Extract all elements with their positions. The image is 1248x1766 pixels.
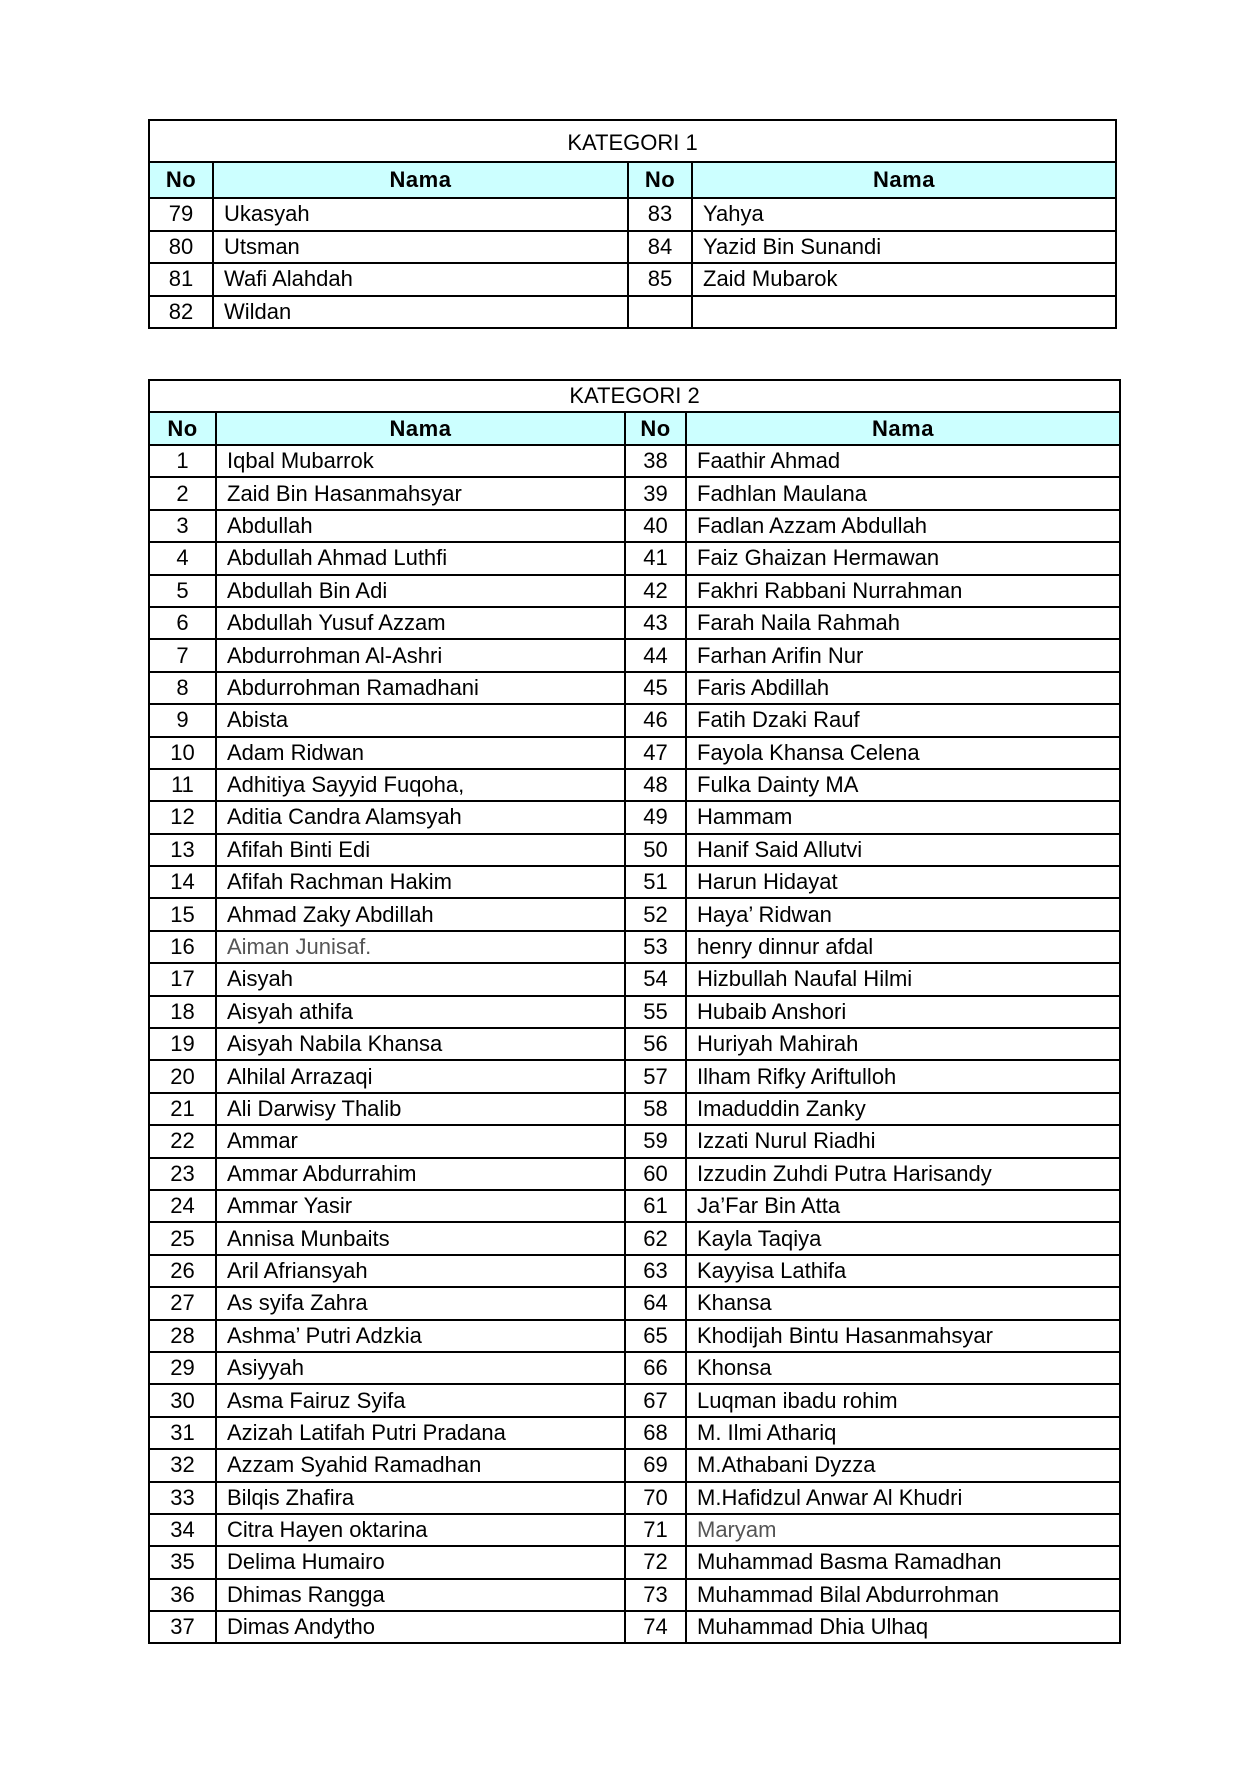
cell-no: 39 [625,477,686,509]
table-row [149,1546,1120,1578]
cell-nama: Khansa [686,1287,1120,1319]
cell-no: 10 [149,737,216,769]
cell-nama: Aril Afriansyah [216,1255,625,1287]
cell-nama: Fakhri Rabbani Nurrahman [686,575,1120,607]
cell-nama: Zaid Bin Hasanmahsyar [216,477,625,509]
cell-no: 83 [628,198,692,231]
cell-no: 72 [625,1546,686,1578]
cell-nama: Izzati Nurul Riadhi [686,1125,1120,1157]
cell-no: 81 [149,263,213,296]
cell-nama: Citra Hayen oktarina [216,1514,625,1546]
cell-no [628,296,692,329]
cell-nama: As syifa Zahra [216,1287,625,1319]
cell-no: 73 [625,1579,686,1611]
cell-no: 23 [149,1158,216,1190]
kategori-1-table [148,119,1117,329]
cell-nama: Khodijah Bintu Hasanmahsyar [686,1320,1120,1352]
table-title: KATEGORI 1 [149,120,1116,162]
cell-nama: Yahya [692,198,1116,231]
table-row [149,1125,1120,1157]
cell-no: 68 [625,1417,686,1449]
cell-nama: Aisyah Nabila Khansa [216,1028,625,1060]
cell-nama: Afifah Rachman Hakim [216,866,625,898]
cell-no: 58 [625,1093,686,1125]
cell-no: 36 [149,1579,216,1611]
table-row [149,1514,1120,1546]
cell-nama: Yazid Bin Sunandi [692,231,1116,264]
column-header-nama: Nama [216,412,625,445]
table-row [149,198,1116,231]
cell-no: 63 [625,1255,686,1287]
cell-no: 30 [149,1384,216,1416]
cell-nama: Muhammad Dhia Ulhaq [686,1611,1120,1643]
cell-no: 48 [625,769,686,801]
cell-no: 43 [625,607,686,639]
cell-nama: Ammar Abdurrahim [216,1158,625,1190]
cell-nama: Aisyah athifa [216,996,625,1028]
table-row [149,898,1120,930]
cell-nama: Khonsa [686,1352,1120,1384]
cell-no: 4 [149,542,216,574]
cell-no: 13 [149,834,216,866]
kategori-2-table [148,379,1121,1644]
cell-nama: Imaduddin Zanky [686,1093,1120,1125]
cell-nama: M.Hafidzul Anwar Al Khudri [686,1482,1120,1514]
cell-nama: Zaid Mubarok [692,263,1116,296]
cell-nama: Hammam [686,801,1120,833]
cell-no: 19 [149,1028,216,1060]
cell-nama: Hizbullah Naufal Hilmi [686,963,1120,995]
cell-no: 15 [149,898,216,930]
cell-no: 74 [625,1611,686,1643]
cell-nama: Kayyisa Lathifa [686,1255,1120,1287]
table-row [149,1482,1120,1514]
cell-nama: Dhimas Rangga [216,1579,625,1611]
cell-no: 38 [625,445,686,477]
cell-no: 2 [149,477,216,509]
cell-nama: Ammar Yasir [216,1190,625,1222]
table-header-row [149,412,1120,445]
cell-nama: Hubaib Anshori [686,996,1120,1028]
table-row [149,1255,1120,1287]
table-row [149,996,1120,1028]
cell-nama: Abdullah Yusuf Azzam [216,607,625,639]
table-row [149,737,1120,769]
cell-no: 50 [625,834,686,866]
cell-nama: Ahmad Zaky Abdillah [216,898,625,930]
cell-nama: Delima Humairo [216,1546,625,1578]
cell-nama: Ja’Far Bin Atta [686,1190,1120,1222]
cell-nama: Harun Hidayat [686,866,1120,898]
cell-no: 28 [149,1320,216,1352]
cell-no: 5 [149,575,216,607]
table-row [149,834,1120,866]
cell-nama: Abdullah [216,510,625,542]
cell-no: 24 [149,1190,216,1222]
cell-no: 56 [625,1028,686,1060]
cell-nama: Afifah Binti Edi [216,834,625,866]
table-row [149,542,1120,574]
cell-nama: Adam Ridwan [216,737,625,769]
table-row [149,704,1120,736]
cell-no: 54 [625,963,686,995]
column-header-no: No [625,412,686,445]
column-header-nama: Nama [692,162,1116,198]
cell-no: 65 [625,1320,686,1352]
cell-no: 3 [149,510,216,542]
cell-nama: Muhammad Basma Ramadhan [686,1546,1120,1578]
cell-nama: Aditia Candra Alamsyah [216,801,625,833]
cell-no: 20 [149,1060,216,1092]
cell-no: 85 [628,263,692,296]
cell-no: 7 [149,639,216,671]
cell-nama: Bilqis Zhafira [216,1482,625,1514]
table-row [149,672,1120,704]
cell-no: 41 [625,542,686,574]
cell-nama: Maryam [686,1514,1120,1546]
column-header-no: No [149,412,216,445]
table-row [149,1060,1120,1092]
cell-no: 17 [149,963,216,995]
cell-no: 34 [149,1514,216,1546]
cell-nama: henry dinnur afdal [686,931,1120,963]
table-row [149,1028,1120,1060]
cell-no: 8 [149,672,216,704]
table-row [149,1417,1120,1449]
cell-no: 32 [149,1449,216,1481]
cell-no: 35 [149,1546,216,1578]
cell-no: 55 [625,996,686,1028]
table-title: KATEGORI 2 [149,380,1120,412]
cell-nama [692,296,1116,329]
table-row [149,510,1120,542]
table-row [149,477,1120,509]
cell-no: 37 [149,1611,216,1643]
cell-no: 44 [625,639,686,671]
table-row [149,231,1116,264]
cell-no: 70 [625,1482,686,1514]
cell-no: 14 [149,866,216,898]
cell-no: 46 [625,704,686,736]
cell-no: 6 [149,607,216,639]
table-row [149,1222,1120,1254]
table-row [149,1611,1120,1643]
table-row [149,296,1116,329]
cell-nama: Abista [216,704,625,736]
cell-no: 66 [625,1352,686,1384]
cell-nama: Haya’ Ridwan [686,898,1120,930]
cell-no: 53 [625,931,686,963]
cell-nama: Kayla Taqiya [686,1222,1120,1254]
cell-nama: Izzudin Zuhdi Putra Harisandy [686,1158,1120,1190]
cell-no: 26 [149,1255,216,1287]
cell-no: 49 [625,801,686,833]
table-row [149,263,1116,296]
cell-nama: Azizah Latifah Putri Pradana [216,1417,625,1449]
cell-nama: Wafi Alahdah [213,263,628,296]
column-header-no: No [628,162,692,198]
cell-nama: Aiman Junisaf. [216,931,625,963]
cell-no: 80 [149,231,213,264]
table-row [149,1579,1120,1611]
table-row [149,1449,1120,1481]
table-row [149,445,1120,477]
table-row [149,1384,1120,1416]
cell-nama: Alhilal Arrazaqi [216,1060,625,1092]
cell-no: 22 [149,1125,216,1157]
cell-no: 47 [625,737,686,769]
table-row [149,1093,1120,1125]
cell-nama: Fayola Khansa Celena [686,737,1120,769]
cell-nama: Iqbal Mubarrok [216,445,625,477]
cell-nama: Asiyyah [216,1352,625,1384]
table-row [149,931,1120,963]
cell-nama: Azzam Syahid Ramadhan [216,1449,625,1481]
cell-no: 59 [625,1125,686,1157]
cell-nama: Aisyah [216,963,625,995]
cell-nama: M. Ilmi Athariq [686,1417,1120,1449]
cell-nama: Abdullah Ahmad Luthfi [216,542,625,574]
cell-no: 25 [149,1222,216,1254]
table-row [149,801,1120,833]
cell-no: 60 [625,1158,686,1190]
cell-nama: Ammar [216,1125,625,1157]
cell-nama: Huriyah Mahirah [686,1028,1120,1060]
table-row [149,1320,1120,1352]
cell-no: 11 [149,769,216,801]
table-row [149,1158,1120,1190]
table-row [149,1287,1120,1319]
cell-nama: Fadlan Azzam Abdullah [686,510,1120,542]
cell-no: 64 [625,1287,686,1319]
cell-no: 57 [625,1060,686,1092]
cell-nama: Muhammad Bilal Abdurrohman [686,1579,1120,1611]
column-header-no: No [149,162,213,198]
table-row [149,1190,1120,1222]
cell-no: 69 [625,1449,686,1481]
cell-nama: Farhan Arifin Nur [686,639,1120,671]
cell-nama: Farah Naila Rahmah [686,607,1120,639]
cell-no: 40 [625,510,686,542]
cell-nama: Hanif Said Allutvi [686,834,1120,866]
cell-nama: Faiz Ghaizan Hermawan [686,542,1120,574]
cell-no: 12 [149,801,216,833]
cell-no: 33 [149,1482,216,1514]
cell-no: 42 [625,575,686,607]
table-row [149,769,1120,801]
cell-nama: Adhitiya Sayyid Fuqoha, [216,769,625,801]
cell-no: 51 [625,866,686,898]
cell-nama: Utsman [213,231,628,264]
cell-nama: Ali Darwisy Thalib [216,1093,625,1125]
column-header-nama: Nama [213,162,628,198]
cell-nama: Abdurrohman Al-Ashri [216,639,625,671]
table-row [149,575,1120,607]
cell-nama: Luqman ibadu rohim [686,1384,1120,1416]
cell-nama: Annisa Munbaits [216,1222,625,1254]
table-row [149,866,1120,898]
table-header-row [149,162,1116,198]
cell-no: 79 [149,198,213,231]
cell-no: 84 [628,231,692,264]
cell-nama: Fatih Dzaki Rauf [686,704,1120,736]
cell-nama: Ilham Rifky Ariftulloh [686,1060,1120,1092]
cell-nama: Wildan [213,296,628,329]
cell-no: 18 [149,996,216,1028]
cell-no: 31 [149,1417,216,1449]
cell-no: 62 [625,1222,686,1254]
cell-no: 29 [149,1352,216,1384]
cell-no: 61 [625,1190,686,1222]
cell-nama: Ukasyah [213,198,628,231]
cell-nama: Faris Abdillah [686,672,1120,704]
cell-no: 52 [625,898,686,930]
cell-no: 71 [625,1514,686,1546]
cell-no: 1 [149,445,216,477]
cell-no: 82 [149,296,213,329]
cell-no: 9 [149,704,216,736]
column-header-nama: Nama [686,412,1120,445]
cell-nama: Dimas Andytho [216,1611,625,1643]
table-row [149,1352,1120,1384]
cell-no: 67 [625,1384,686,1416]
cell-nama: Abdurrohman Ramadhani [216,672,625,704]
table-row [149,607,1120,639]
cell-no: 21 [149,1093,216,1125]
cell-nama: Asma Fairuz Syifa [216,1384,625,1416]
cell-no: 16 [149,931,216,963]
cell-nama: Fadhlan Maulana [686,477,1120,509]
cell-no: 27 [149,1287,216,1319]
table-row [149,639,1120,671]
cell-nama: M.Athabani Dyzza [686,1449,1120,1481]
cell-nama: Faathir Ahmad [686,445,1120,477]
table-row [149,963,1120,995]
cell-nama: Fulka Dainty MA [686,769,1120,801]
cell-no: 45 [625,672,686,704]
cell-nama: Abdullah Bin Adi [216,575,625,607]
cell-nama: Ashma’ Putri Adzkia [216,1320,625,1352]
